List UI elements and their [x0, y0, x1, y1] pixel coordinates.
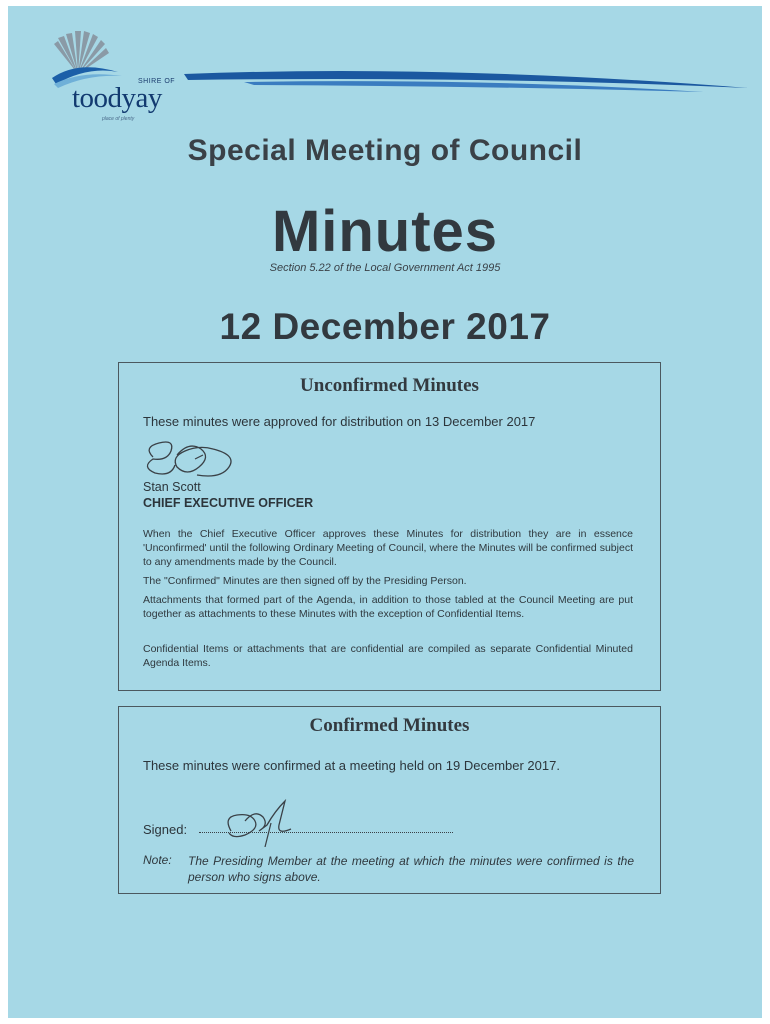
signer-title: CHIEF EXECUTIVE OFFICER — [143, 496, 314, 510]
signed-label: Signed: — [143, 822, 188, 837]
confirmation-statement: These minutes were confirmed at a meeting held on 19 December 2017. — [143, 758, 560, 773]
header-swoosh — [184, 66, 754, 96]
signer-name: Stan Scott — [143, 480, 201, 494]
logo-shire-label: SHIRE OF — [138, 78, 176, 85]
logo-wordmark: toodyay — [72, 82, 162, 114]
section-reference: Section 5.22 of the Local Government Act 1995 — [269, 262, 501, 274]
note-text: The Presiding Member at the meeting at which the minutes were confirmed is the person who signs above. — [188, 854, 634, 884]
page-title: Special Meeting of Council — [187, 134, 583, 167]
approval-statement: These minutes were approved for distribution on 13 December 2017 — [143, 414, 536, 429]
meeting-date: 12 December 2017 — [219, 306, 551, 347]
document-type: Minutes — [271, 199, 499, 264]
info-paragraph: When the Chief Executive Officer approves these Minutes for distribution they are in essence 'Unconfirmed' until the following Ordinary Meeting of Council, where the Minutes will be confirmed subject to any amendments made by the Council. — [143, 528, 633, 568]
document-page — [8, 6, 762, 1018]
confirmed-heading: Confirmed Minutes — [309, 715, 470, 736]
info-paragraph: The "Confirmed" Minutes are then signed off by the Presiding Person. — [143, 575, 467, 587]
confirmed-minutes-box — [118, 706, 661, 894]
presiding-member-signature — [215, 795, 305, 847]
logo-tagline: place of plenty — [102, 116, 135, 122]
unconfirmed-minutes-box — [118, 362, 661, 691]
unconfirmed-heading: Unconfirmed Minutes — [300, 375, 479, 396]
ceo-signature — [141, 437, 251, 485]
note-label: Note: — [143, 853, 172, 867]
info-paragraph: Confidential Items or attachments that are confidential are compiled as separate Confidential Minuted Agenda Items. — [143, 643, 633, 669]
info-paragraph: Attachments that formed part of the Agenda, in addition to those tabled at the Council Meeting are put together as attachments to these Minutes with the exception of Confidential Items. — [143, 594, 633, 620]
